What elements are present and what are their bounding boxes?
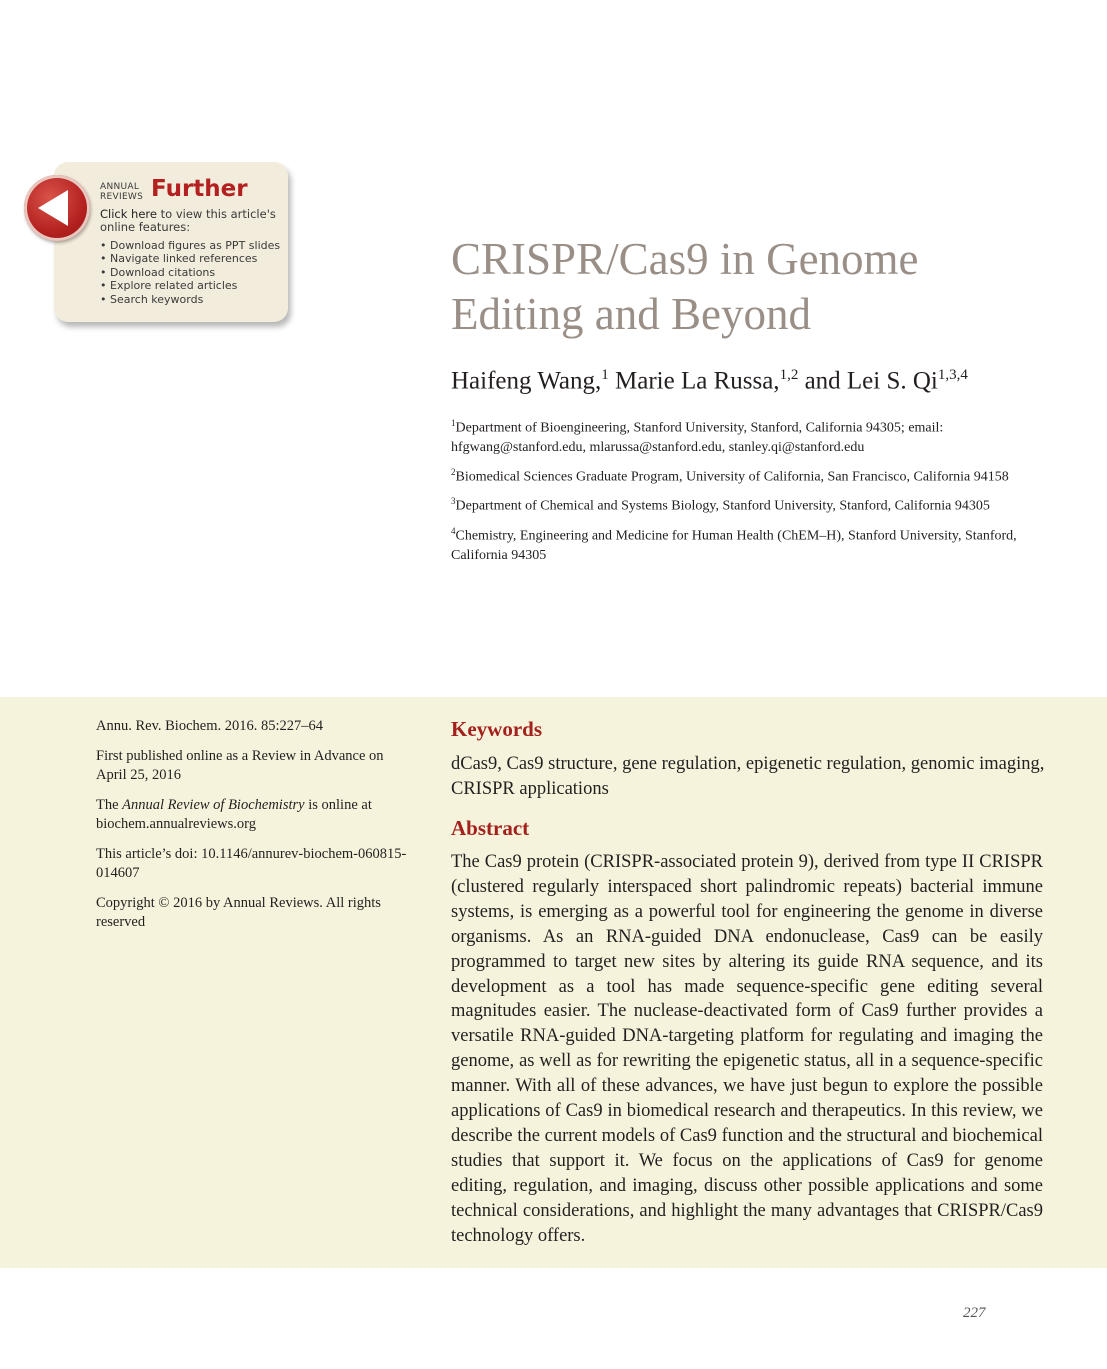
author-list: Haifeng Wang,$^1$ Marie La Russa,$^{1,2}$ and Lei S. Qi$^{1,3,4}$	[451, 367, 968, 395]
affiliation-4: $^4$Chemistry, Engineering and Medicine for Human Health (ChEM–H), Stanford University, Stanford, California 94305	[451, 525, 1017, 563]
published-date: First published online as a Review in Advance on April 25, 2016	[96, 748, 384, 783]
affiliations	[451, 414, 1061, 571]
feature-download-citations[interactable]: • Download citations	[100, 266, 280, 279]
affiliation-1: $^1$Department of Bioengineering, Stanford University, Stanford, California 94305; email: hfgwang@stanford.edu, mlarussa@stanford.edu, stanley.qi@stanford.edu	[451, 418, 944, 455]
further-description: Click here to view this article's online features:	[100, 207, 276, 234]
keywords-heading: Keywords	[451, 717, 542, 741]
further-feature-list	[100, 239, 280, 306]
journal-online: The Annual Review of Biochemistry is online at biochem.annualreviews.org	[96, 797, 372, 832]
feature-linked-references[interactable]: • Navigate linked references	[100, 252, 280, 265]
feature-ppt-slides[interactable]: • Download figures as PPT slides	[100, 239, 280, 252]
doi: This article’s doi: 10.1146/annurev-biochem-060815-014607	[96, 846, 407, 881]
abstract-text: The Cas9 protein (CRISPR-associated protein 9), derived from type II CRISPR (clustered regularly interspaced short palindromic repeats) bacterial immune systems, is emerging as a powerful tool for engineering the genome in diverse organisms. As an RNA-guided DNA endonuclease, Cas9 can be easily programmed to target new sites by altering its guide RNA sequence, and its development as a tool has made sequence-specific gene editing several magnitudes easier. The nuclease-deactivated form of Cas9 further provides a versatile RNA-guided DNA-targeting platform for regulating and imaging the genome, as well as for rewriting the epigenetic status, all in a sequence-specific manner. With all of these advances, we have just begun to explore the possible applications of Cas9 in biomedical research and therapeutics. In this review, we describe the current models of Cas9 function and the structural and biochemical studies that support it. We focus on the applications of Cas9 for genome editing, regulation, and imaging, discuss other possible applications and some technical considerations, and highlight the many advantages that CRISPR/Cas9 technology offers.	[451, 852, 1043, 1246]
click-here-link[interactable]: Click here	[100, 207, 157, 221]
back-arrow-icon[interactable]	[24, 175, 90, 241]
publication-metadata	[96, 717, 416, 943]
article-title: CRISPR/Cas9 in Genome Editing and Beyond	[451, 234, 919, 339]
copyright: Copyright © 2016 by Annual Reviews. All rights reserved	[96, 895, 381, 930]
feature-search-keywords[interactable]: • Search keywords	[100, 293, 280, 306]
page-number: 227	[963, 1305, 986, 1321]
further-title: Further	[151, 176, 248, 202]
feature-related-articles[interactable]: • Explore related articles	[100, 279, 280, 292]
keywords-text: dCas9, Cas9 structure, gene regulation, epigenetic regulation, genomic imaging, CRISPR applications	[451, 754, 1045, 799]
affiliation-3: $^3$Department of Chemical and Systems Biology, Stanford University, Stanford, California 94305	[451, 496, 990, 514]
abstract-heading: Abstract	[451, 816, 530, 840]
citation: Annu. Rev. Biochem. 2016. 85:227–64	[96, 718, 324, 734]
annual-reviews-logo: ANNUAL REVIEWS	[100, 182, 144, 202]
affiliation-2: $^2$Biomedical Sciences Graduate Program, University of California, San Francisco, California 94158	[451, 466, 1009, 485]
